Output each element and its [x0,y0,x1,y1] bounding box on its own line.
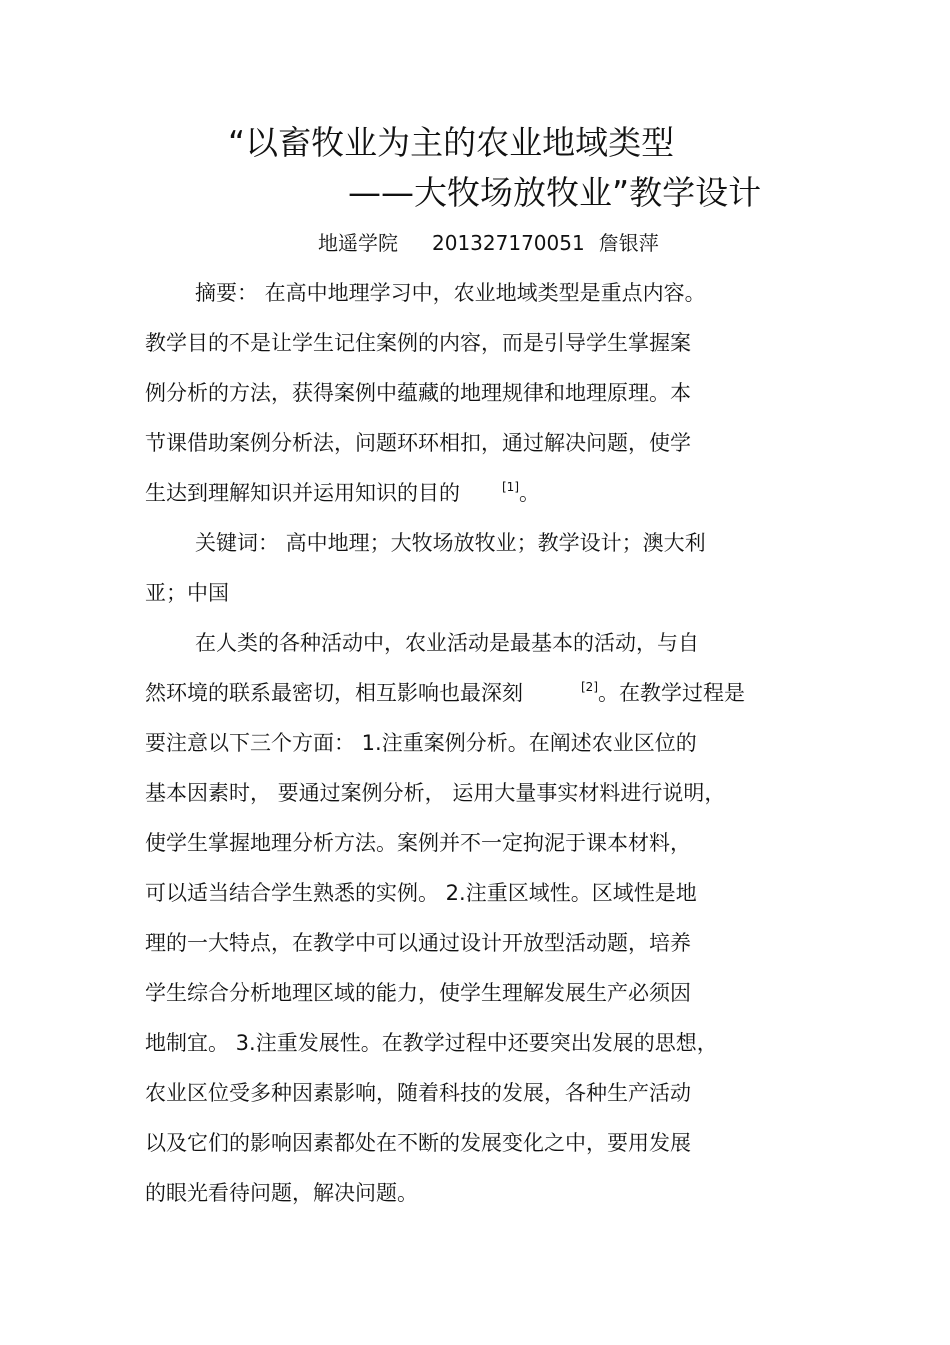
citation-ref: [1] [502,480,519,494]
abstract-line: 教学目的不是让学生记住案例的内容，而是引导学生掌握案 [145,331,691,355]
keywords-line: 亚；中国 [145,581,229,605]
abstract-line-text: 生达到理解知识并运用知识的目的 [145,481,460,505]
author-student-id: 201327170051 [432,231,585,255]
body-line: 农业区位受多种因素影响，随着科技的发展，各种生产活动 [145,1081,691,1105]
body-line: 的眼光看待问题，解决问题。 [145,1181,418,1205]
abstract-line: 节课借助案例分析法，问题环环相扣，通过解决问题，使学 [145,431,691,455]
body-line-text: 然环境的联系最密切，相互影响也最深刻 [145,681,523,705]
abstract-line: 例分析的方法，获得案例中蕴藏的地理规律和地理原理。本 [145,381,691,405]
abstract-end-punct: 。 [519,481,540,505]
body-line: 学生综合分析地理区域的能力，使学生理解发展生产必须因 [145,981,691,1005]
body-line: 地制宜。 3.注重发展性。在教学过程中还要突出发展的思想， [145,1031,718,1055]
body-line: 理的一大特点，在教学中可以通过设计开放型活动题，培养 [145,931,691,955]
body-line: 要注意以下三个方面： 1.注重案例分析。在阐述农业区位的 [145,731,697,755]
citation-ref: [2] [581,680,598,694]
abstract-line: 摘要： 在高中地理学习中，农业地域类型是重点内容。 [195,281,706,305]
title-line-2: ——大牧场放牧业”教学设计 [348,173,762,212]
body-line: 基本因素时， 要通过案例分析， 运用大量事实材料进行说明， [145,781,726,805]
body-line: 可以适当结合学生熟悉的实例。 2.注重区域性。区域性是地 [145,881,697,905]
keywords-line: 关键词： 高中地理；大牧场放牧业；教学设计；澳大利 [195,531,706,555]
body-line-with-ref [145,678,745,708]
author-institute: 地遥学院 [318,231,398,255]
title-line-1: “以畜牧业为主的农业地域类型 [228,123,675,162]
author-name: 詹银萍 [598,231,659,255]
body-line: 使学生掌握地理分析方法。案例并不一定拘泥于课本材料， [145,831,691,855]
body-line-text: 。在教学过程是 [598,681,745,705]
body-line: 在人类的各种活动中，农业活动是最基本的活动，与自 [195,631,699,655]
body-line: 以及它们的影响因素都处在不断的发展变化之中，要用发展 [145,1131,691,1155]
abstract-last-line [145,478,540,508]
author-line [318,228,659,258]
